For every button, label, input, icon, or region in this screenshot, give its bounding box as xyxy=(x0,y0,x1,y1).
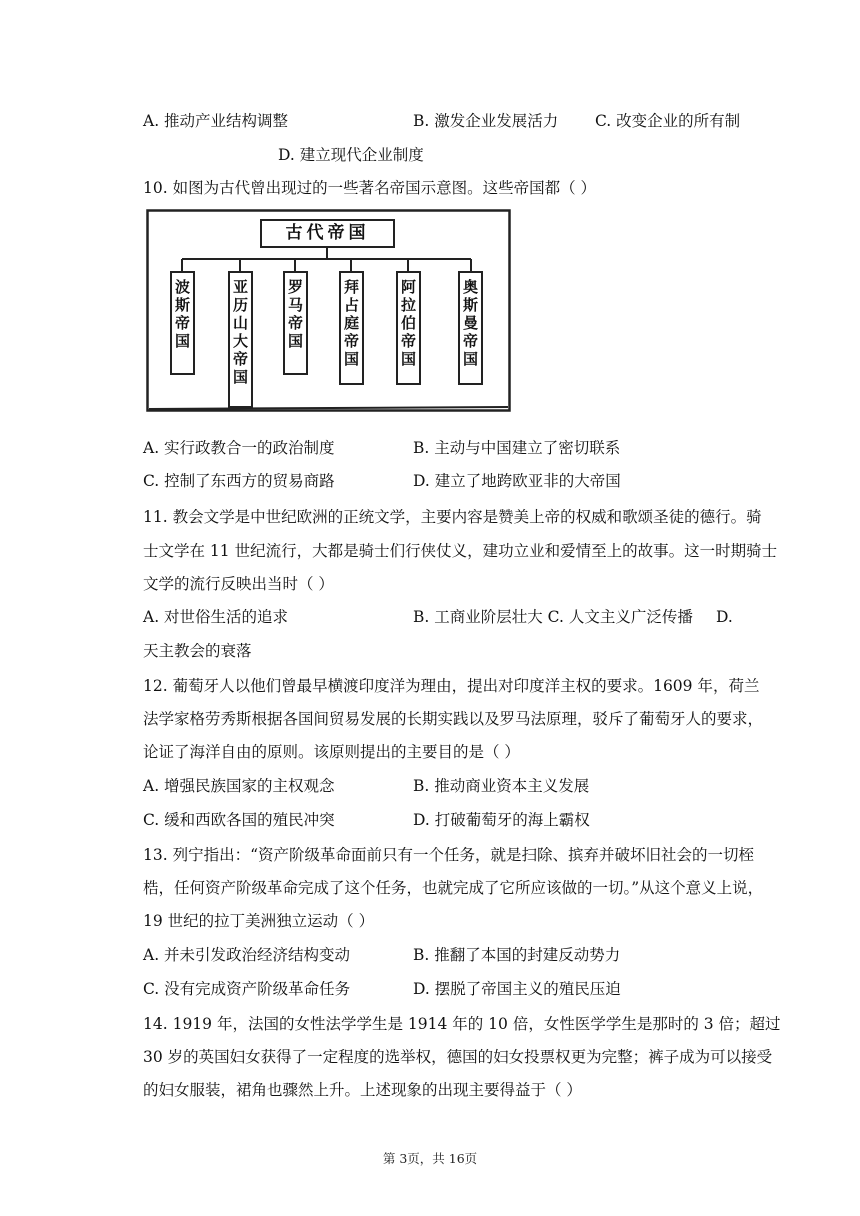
q9-option-c: C. 改变企业的所有制 xyxy=(595,112,741,130)
q11-option-bc: B. 工商业阶层壮大 C. 人文主义广泛传播 xyxy=(413,608,693,626)
q12-stem-line3: 论证了海洋自由的原则。该原则提出的主要目的是（ ） xyxy=(143,743,520,761)
empire-box-roman xyxy=(283,271,308,375)
empire-box-arab xyxy=(396,271,421,385)
empire-box-byzantine xyxy=(339,271,364,385)
q12-option-b: B. 推动商业资本主义发展 xyxy=(413,777,590,795)
empire-label: 阿拉伯帝国 xyxy=(399,279,417,369)
q11-stem-line1: 11. 教会文学是中世纪欧洲的正统文学，主要内容是赞美上帝的权威和歌颂圣徒的德行。骑 xyxy=(143,508,762,526)
q10-stem: 10. 如图为古代曾出现过的一些著名帝国示意图。这些帝国都（ ） xyxy=(143,179,597,197)
empire-diagram xyxy=(146,209,511,414)
empire-label: 罗马帝国 xyxy=(286,279,304,351)
empire-box-persian xyxy=(170,271,195,375)
q9-option-a: A. 推动产业结构调整 xyxy=(143,112,289,130)
q14-stem-line2: 30 岁的英国妇女获得了一定程度的选举权，德国的妇女投票权更为完整；裤子成为可以接受 xyxy=(143,1048,773,1066)
q13-stem-line2: 梏，任何资产阶级革命完成了这个任务，也就完成了它所应该做的一切。”从这个意义上说， xyxy=(143,879,764,897)
q11-option-d-label: D. xyxy=(716,608,733,626)
q13-stem-line1: 13. 列宁指出：“资产阶级革命面前只有一个任务，就是扫除、摈弃并破坏旧社会的一切桎 xyxy=(143,846,755,864)
q12-option-d: D. 打破葡萄牙的海上霸权 xyxy=(413,811,590,829)
q13-option-d: D. 摆脱了帝国主义的殖民压迫 xyxy=(413,980,621,998)
q14-stem-line1: 14. 1919 年，法国的女性法学学生是 1914 年的 10 倍，女性医学学生是那时的 3 倍；超过 xyxy=(143,1015,781,1033)
q11-option-a: A. 对世俗生活的追求 xyxy=(143,608,289,626)
page-number: 第 3页，共 16页 xyxy=(382,1151,478,1166)
q11-option-d-text: 天主教会的衰落 xyxy=(143,642,252,660)
empire-label: 奥斯曼帝国 xyxy=(461,279,479,369)
q10-option-a: A. 实行政教合一的政治制度 xyxy=(143,439,335,457)
q11-stem-line3: 文学的流行反映出当时（ ） xyxy=(143,575,334,593)
q12-option-c: C. 缓和西欧各国的殖民冲突 xyxy=(143,811,335,829)
q11-stem-line2: 士文学在 11 世纪流行，大都是骑士们行侠仗义，建功立业和爱情至上的故事。这一时期骑士 xyxy=(143,542,778,560)
empire-label: 亚历山大帝国 xyxy=(231,279,249,387)
q14-stem-line3: 的妇女服装，裙角也骤然上升。上述现象的出现主要得益于（ ） xyxy=(143,1081,582,1099)
q9-option-d: D. 建立现代企业制度 xyxy=(278,146,424,164)
q10-option-d: D. 建立了地跨欧亚非的大帝国 xyxy=(413,472,621,490)
q12-stem-line2: 法学家格劳秀斯根据各国间贸易发展的长期实践以及罗马法原理，驳斥了葡萄牙人的要求， xyxy=(143,710,764,728)
empire-label: 波斯帝国 xyxy=(173,279,191,351)
q9-option-b: B. 激发企业发展活力 xyxy=(413,112,559,130)
q12-option-a: A. 增强民族国家的主权观念 xyxy=(143,777,335,795)
diagram-title: 古代帝国 xyxy=(260,219,395,248)
q10-option-c: C. 控制了东西方的贸易商路 xyxy=(143,472,335,490)
q13-option-c: C. 没有完成资产阶级革命任务 xyxy=(143,980,351,998)
q13-option-b: B. 推翻了本国的封建反动势力 xyxy=(413,946,621,964)
q10-option-b: B. 主动与中国建立了密切联系 xyxy=(413,439,621,457)
q12-stem-line1: 12. 葡萄牙人以他们曾最早横渡印度洋为理由，提出对印度洋主权的要求。1609 年，荷兰 xyxy=(143,677,760,695)
empire-box-alexander xyxy=(228,271,253,408)
q13-stem-line3: 19 世纪的拉丁美洲独立运动（ ） xyxy=(143,912,375,930)
empire-box-ottoman xyxy=(458,271,483,385)
empire-label: 拜占庭帝国 xyxy=(342,279,360,369)
q13-option-a: A. 并未引发政治经济结构变动 xyxy=(143,946,351,964)
